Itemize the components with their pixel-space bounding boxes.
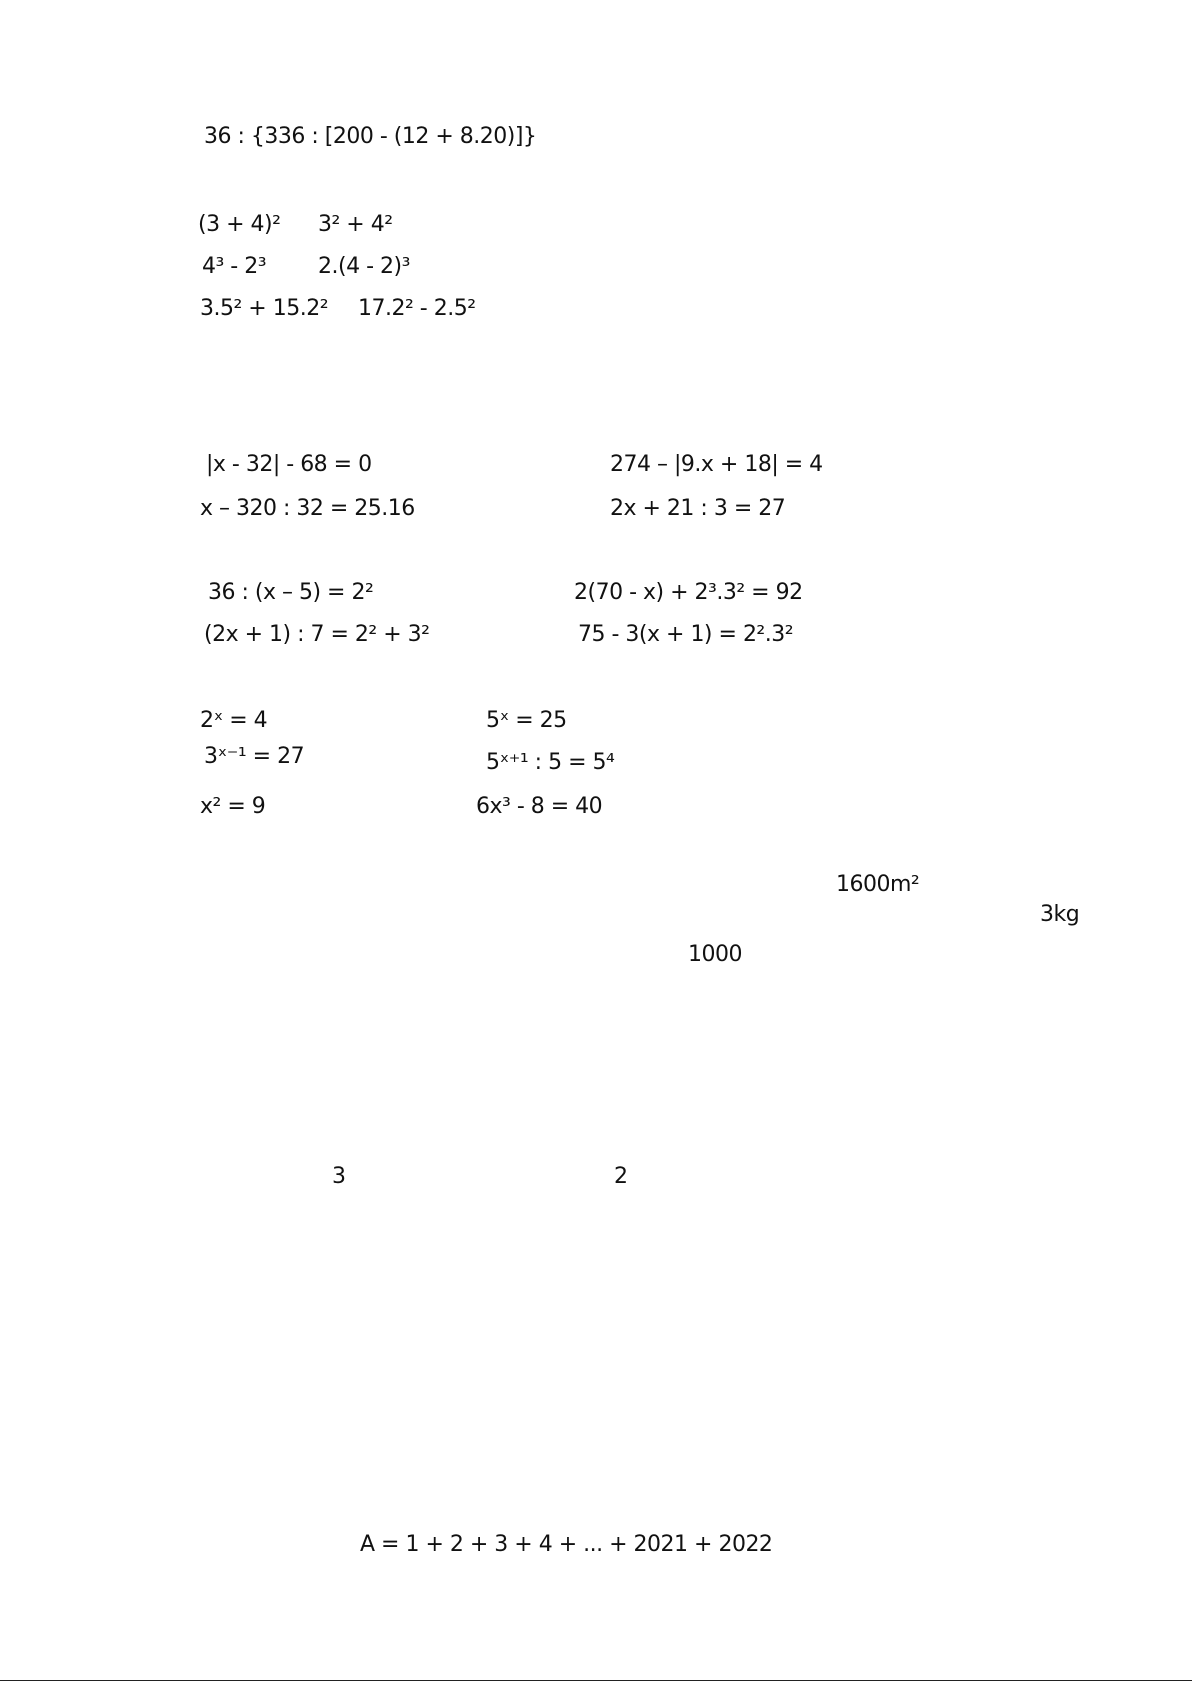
expression-7: 17.2² - 2.5² — [358, 296, 476, 321]
expression-6: 3.5² + 15.2² — [200, 296, 329, 321]
expression-5: 2.(4 - 2)³ — [318, 254, 410, 279]
expression-4: 4³ - 2³ — [202, 254, 267, 279]
equation-12: 5ˣ⁺¹ : 5 = 5⁴ — [486, 750, 615, 775]
equation-1: |x - 32| - 68 = 0 — [206, 452, 372, 477]
equation-3: x – 320 : 32 = 25.16 — [200, 496, 415, 521]
page-bottom-border — [0, 1680, 1192, 1686]
equation-9: 2ˣ = 4 — [200, 708, 268, 733]
expression-1: 36 : {336 : [200 - (12 + 8.20)]} — [204, 124, 537, 149]
mass-value: 3kg — [1040, 902, 1080, 927]
number-3: 3 — [332, 1164, 346, 1189]
equation-7: (2x + 1) : 7 = 2² + 3² — [204, 622, 430, 647]
equation-4: 2x + 21 : 3 = 27 — [610, 496, 786, 521]
number-1000: 1000 — [688, 942, 742, 967]
expression-2: (3 + 4)² — [198, 212, 281, 237]
equation-5: 36 : (x – 5) = 2² — [208, 580, 374, 605]
equation-8: 75 - 3(x + 1) = 2².3² — [578, 622, 794, 647]
equation-2: 274 – |9.x + 18| = 4 — [610, 452, 823, 477]
equation-14: 6x³ - 8 = 40 — [476, 794, 603, 819]
equation-13: x² = 9 — [200, 794, 266, 819]
area-value: 1600m² — [836, 872, 920, 897]
sum-expression: A = 1 + 2 + 3 + 4 + ... + 2021 + 2022 — [360, 1532, 773, 1557]
equation-10: 5ˣ = 25 — [486, 708, 567, 733]
expression-3: 3² + 4² — [318, 212, 393, 237]
equation-11: 3ˣ⁻¹ = 27 — [204, 744, 305, 769]
equation-6: 2(70 - x) + 2³.3² = 92 — [574, 580, 803, 605]
number-2: 2 — [614, 1164, 628, 1189]
